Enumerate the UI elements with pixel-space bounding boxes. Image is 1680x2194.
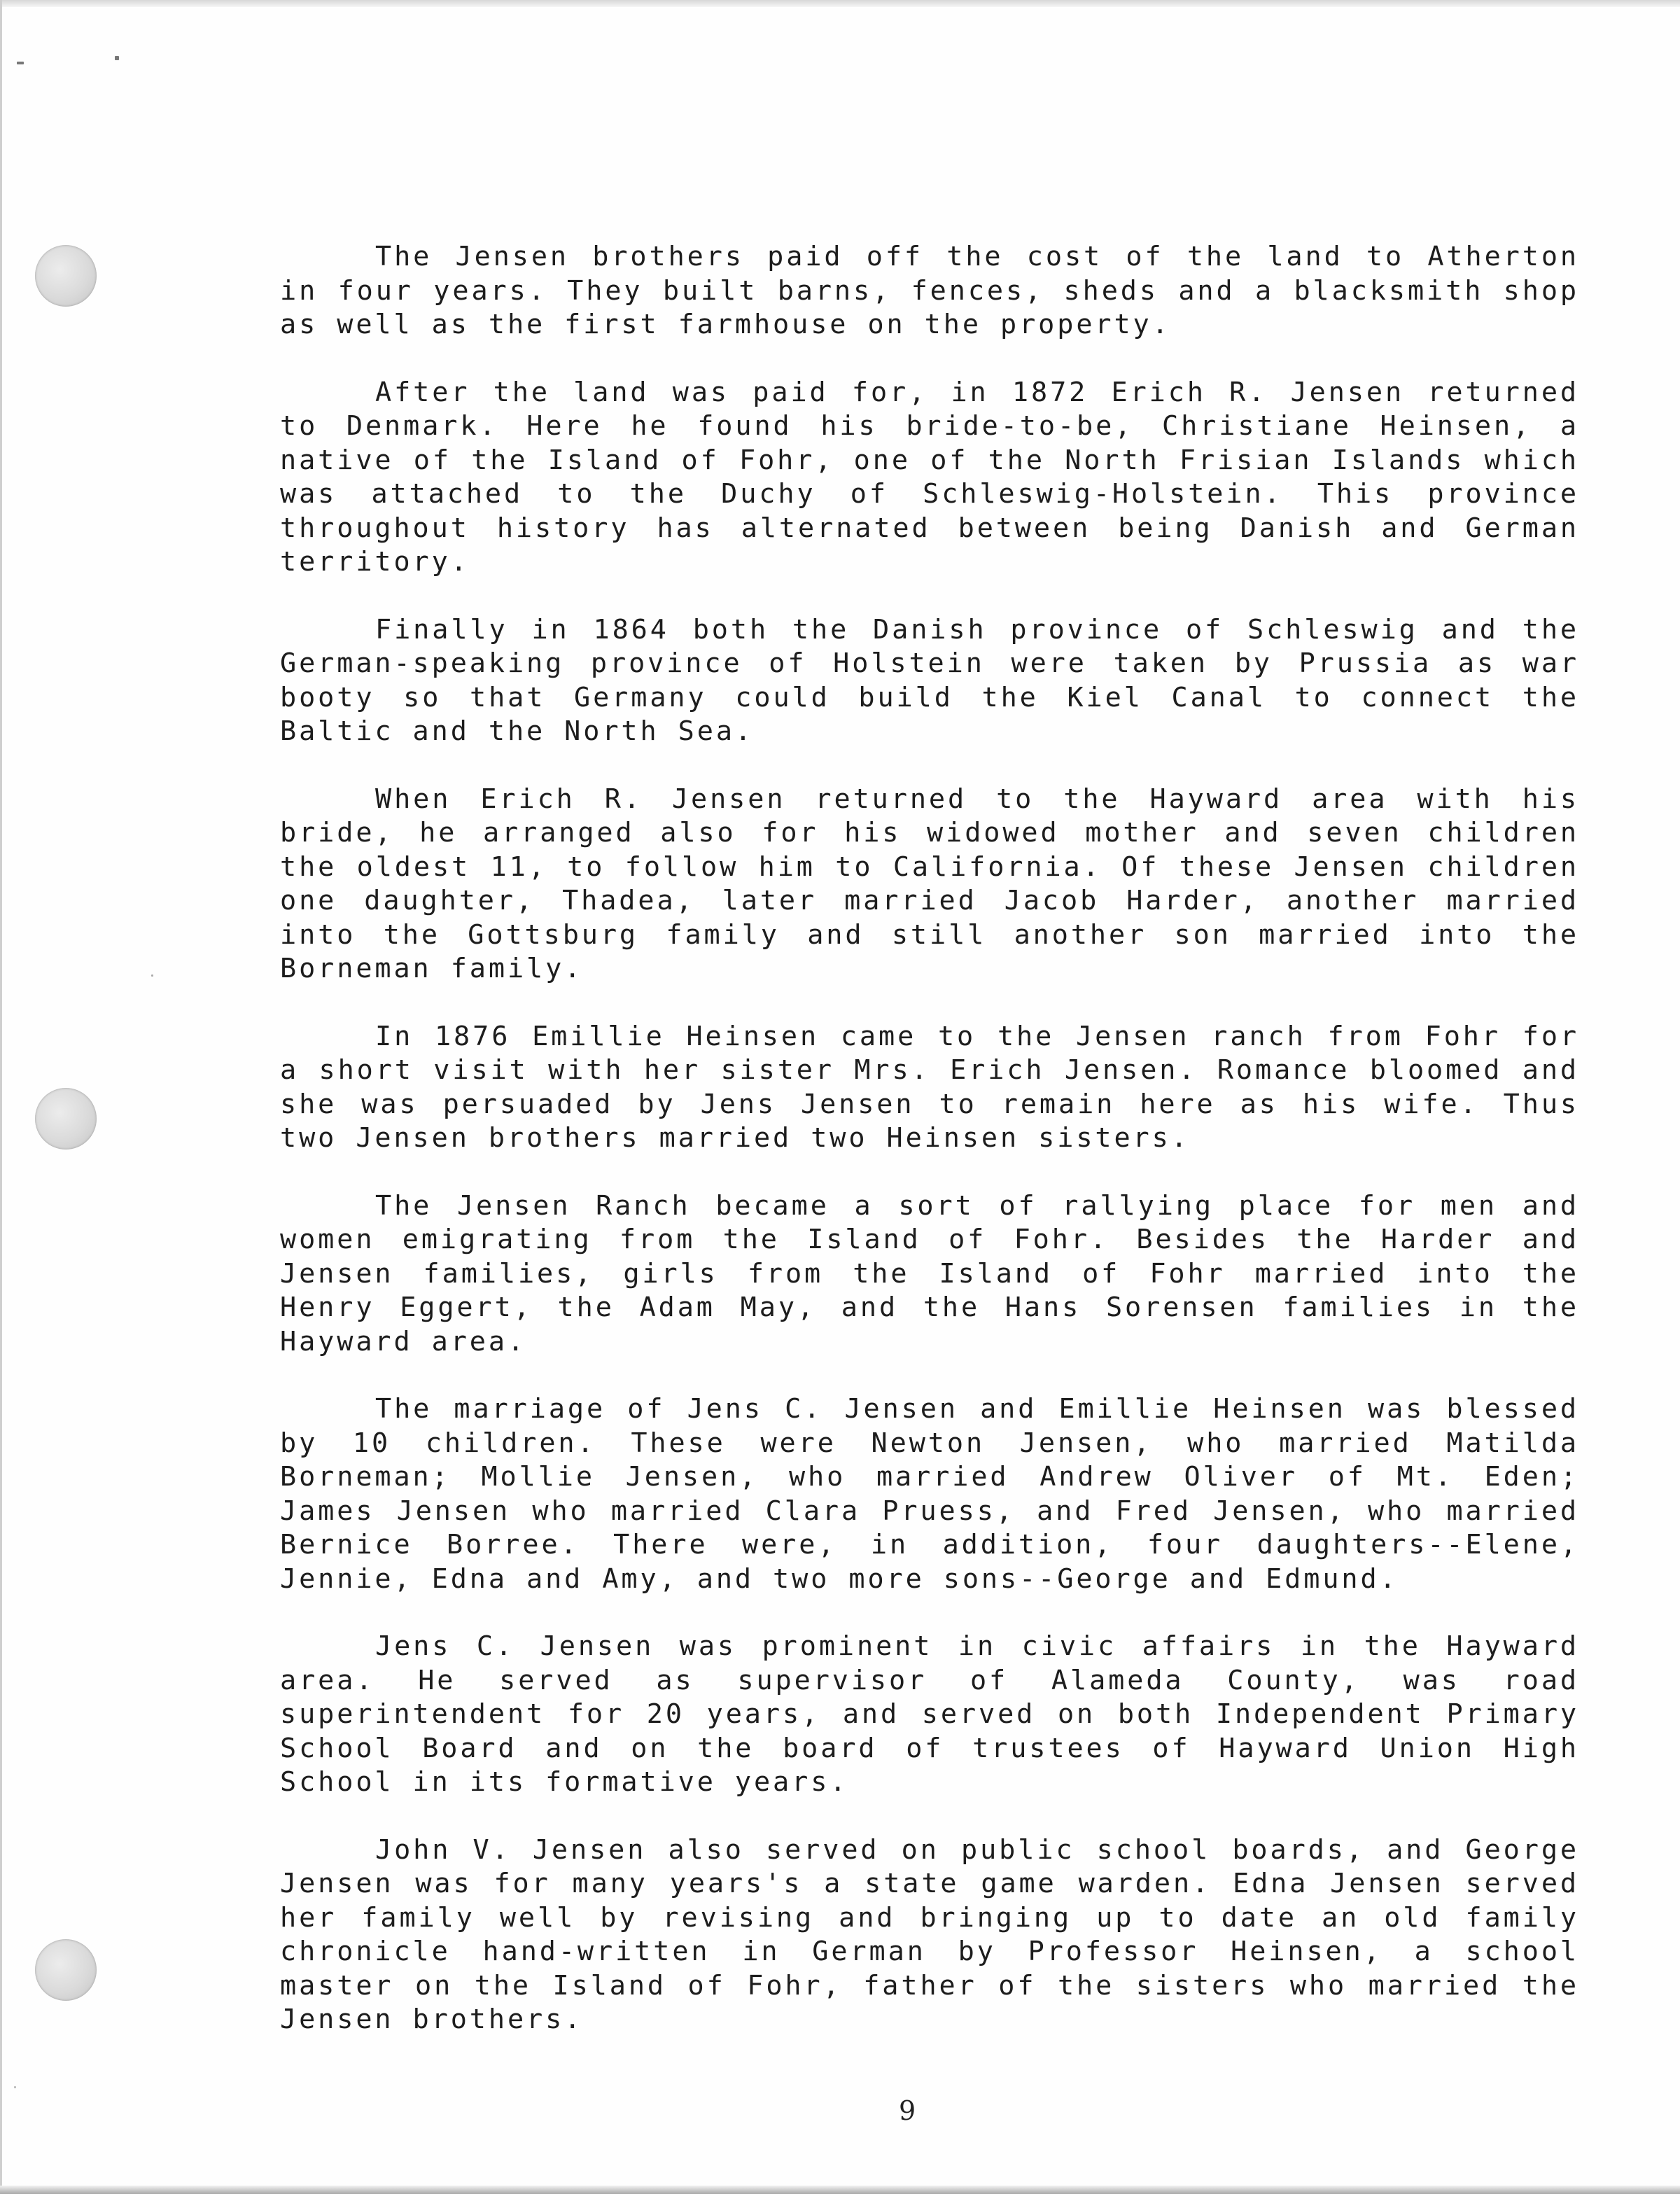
paragraph: Finally in 1864 both the Danish province of Schleswig and the German-speaking province of Holstein were taken by Prussia as war booty so that Germany could build the Kiel Canal to connect the Baltic and the North Sea. xyxy=(280,613,1579,747)
punch-hole-middle xyxy=(35,1088,97,1150)
scan-speck xyxy=(151,974,153,977)
page-number: 9 xyxy=(899,2095,916,2126)
paragraph: John V. Jensen also served on public school boards, and George Jensen was for many years's a state game warden. Edna Jensen served her family well by revising and bringing up to date an old family chronicle hand-written in German by Professor Heinsen, a school master on the Island of Fohr, father of the sisters who married the Jensen brothers. xyxy=(280,1833,1579,2035)
paragraph: Jens C. Jensen was prominent in civic affairs in the Hayward area. He served as supervisor of Alameda County, was road superintendent for 20 years, and served on both Independent Primary School Board and on the board of trustees of Hayward Union High School in its formative years. xyxy=(280,1630,1579,1798)
scan-speck xyxy=(14,2086,16,2088)
paragraph: The Jensen Ranch became a sort of rallying place for men and women emigrating from the Island of Fohr. Besides the Harder and Jensen families, girls from the Island of Fohr married into the Henry Eggert, the Adam May, and the Hans Sorensen families in the Hayward area. xyxy=(280,1189,1579,1357)
scan-speck xyxy=(115,56,119,60)
scan-bottom-edge xyxy=(0,2186,1680,2194)
paragraph: The marriage of Jens C. Jensen and Emillie Heinsen was blessed by 10 children. These were Newton Jensen, who married Matilda Borneman; Mollie Jensen, who married Andrew Oliver of Mt. Eden; James Jensen who married Clara Pruess, and Fred Jensen, who married Bernice Borree. There were, in addition, four daughters--Elene, Jennie, Edna and Amy, and two more sons--George and Edmund. xyxy=(280,1393,1579,1595)
punch-hole-top xyxy=(35,245,97,307)
paragraph: The Jensen brothers paid off the cost of the land to Atherton in four years. They built barns, fences, sheds and a blacksmith shop as well as the first farmhouse on the property. xyxy=(280,241,1579,340)
body-text xyxy=(280,240,1579,2037)
scan-speck xyxy=(17,62,24,64)
paragraph: After the land was paid for, in 1872 Erich R. Jensen returned to Denmark. Here he found his bride-to-be, Christiane Heinsen, a native of the Island of Fohr, one of the North Frisian Islands which was attached to the Duchy of Schleswig-Holstein. This province throughout history has alternated between being Danish and German territory. xyxy=(280,376,1579,578)
scan-top-edge xyxy=(0,0,1680,7)
paragraph: In 1876 Emillie Heinsen came to the Jensen ranch from Fohr for a short visit with her sister Mrs. Erich Jensen. Romance bloomed and she was persuaded by Jens Jensen to remain here as his wife. Thus two Jensen brothers married two Heinsen sisters. xyxy=(280,1020,1579,1154)
scan-left-edge xyxy=(0,0,2,2194)
paragraph: When Erich R. Jensen returned to the Hayward area with his bride, he arranged also for his widowed mother and seven children the oldest 11, to follow him to California. Of these Jensen children one daughter, Thadea, later married Jacob Harder, another married into the Gottsburg family and still another son married into the Borneman family. xyxy=(280,783,1579,984)
punch-hole-bottom xyxy=(35,1939,97,2001)
